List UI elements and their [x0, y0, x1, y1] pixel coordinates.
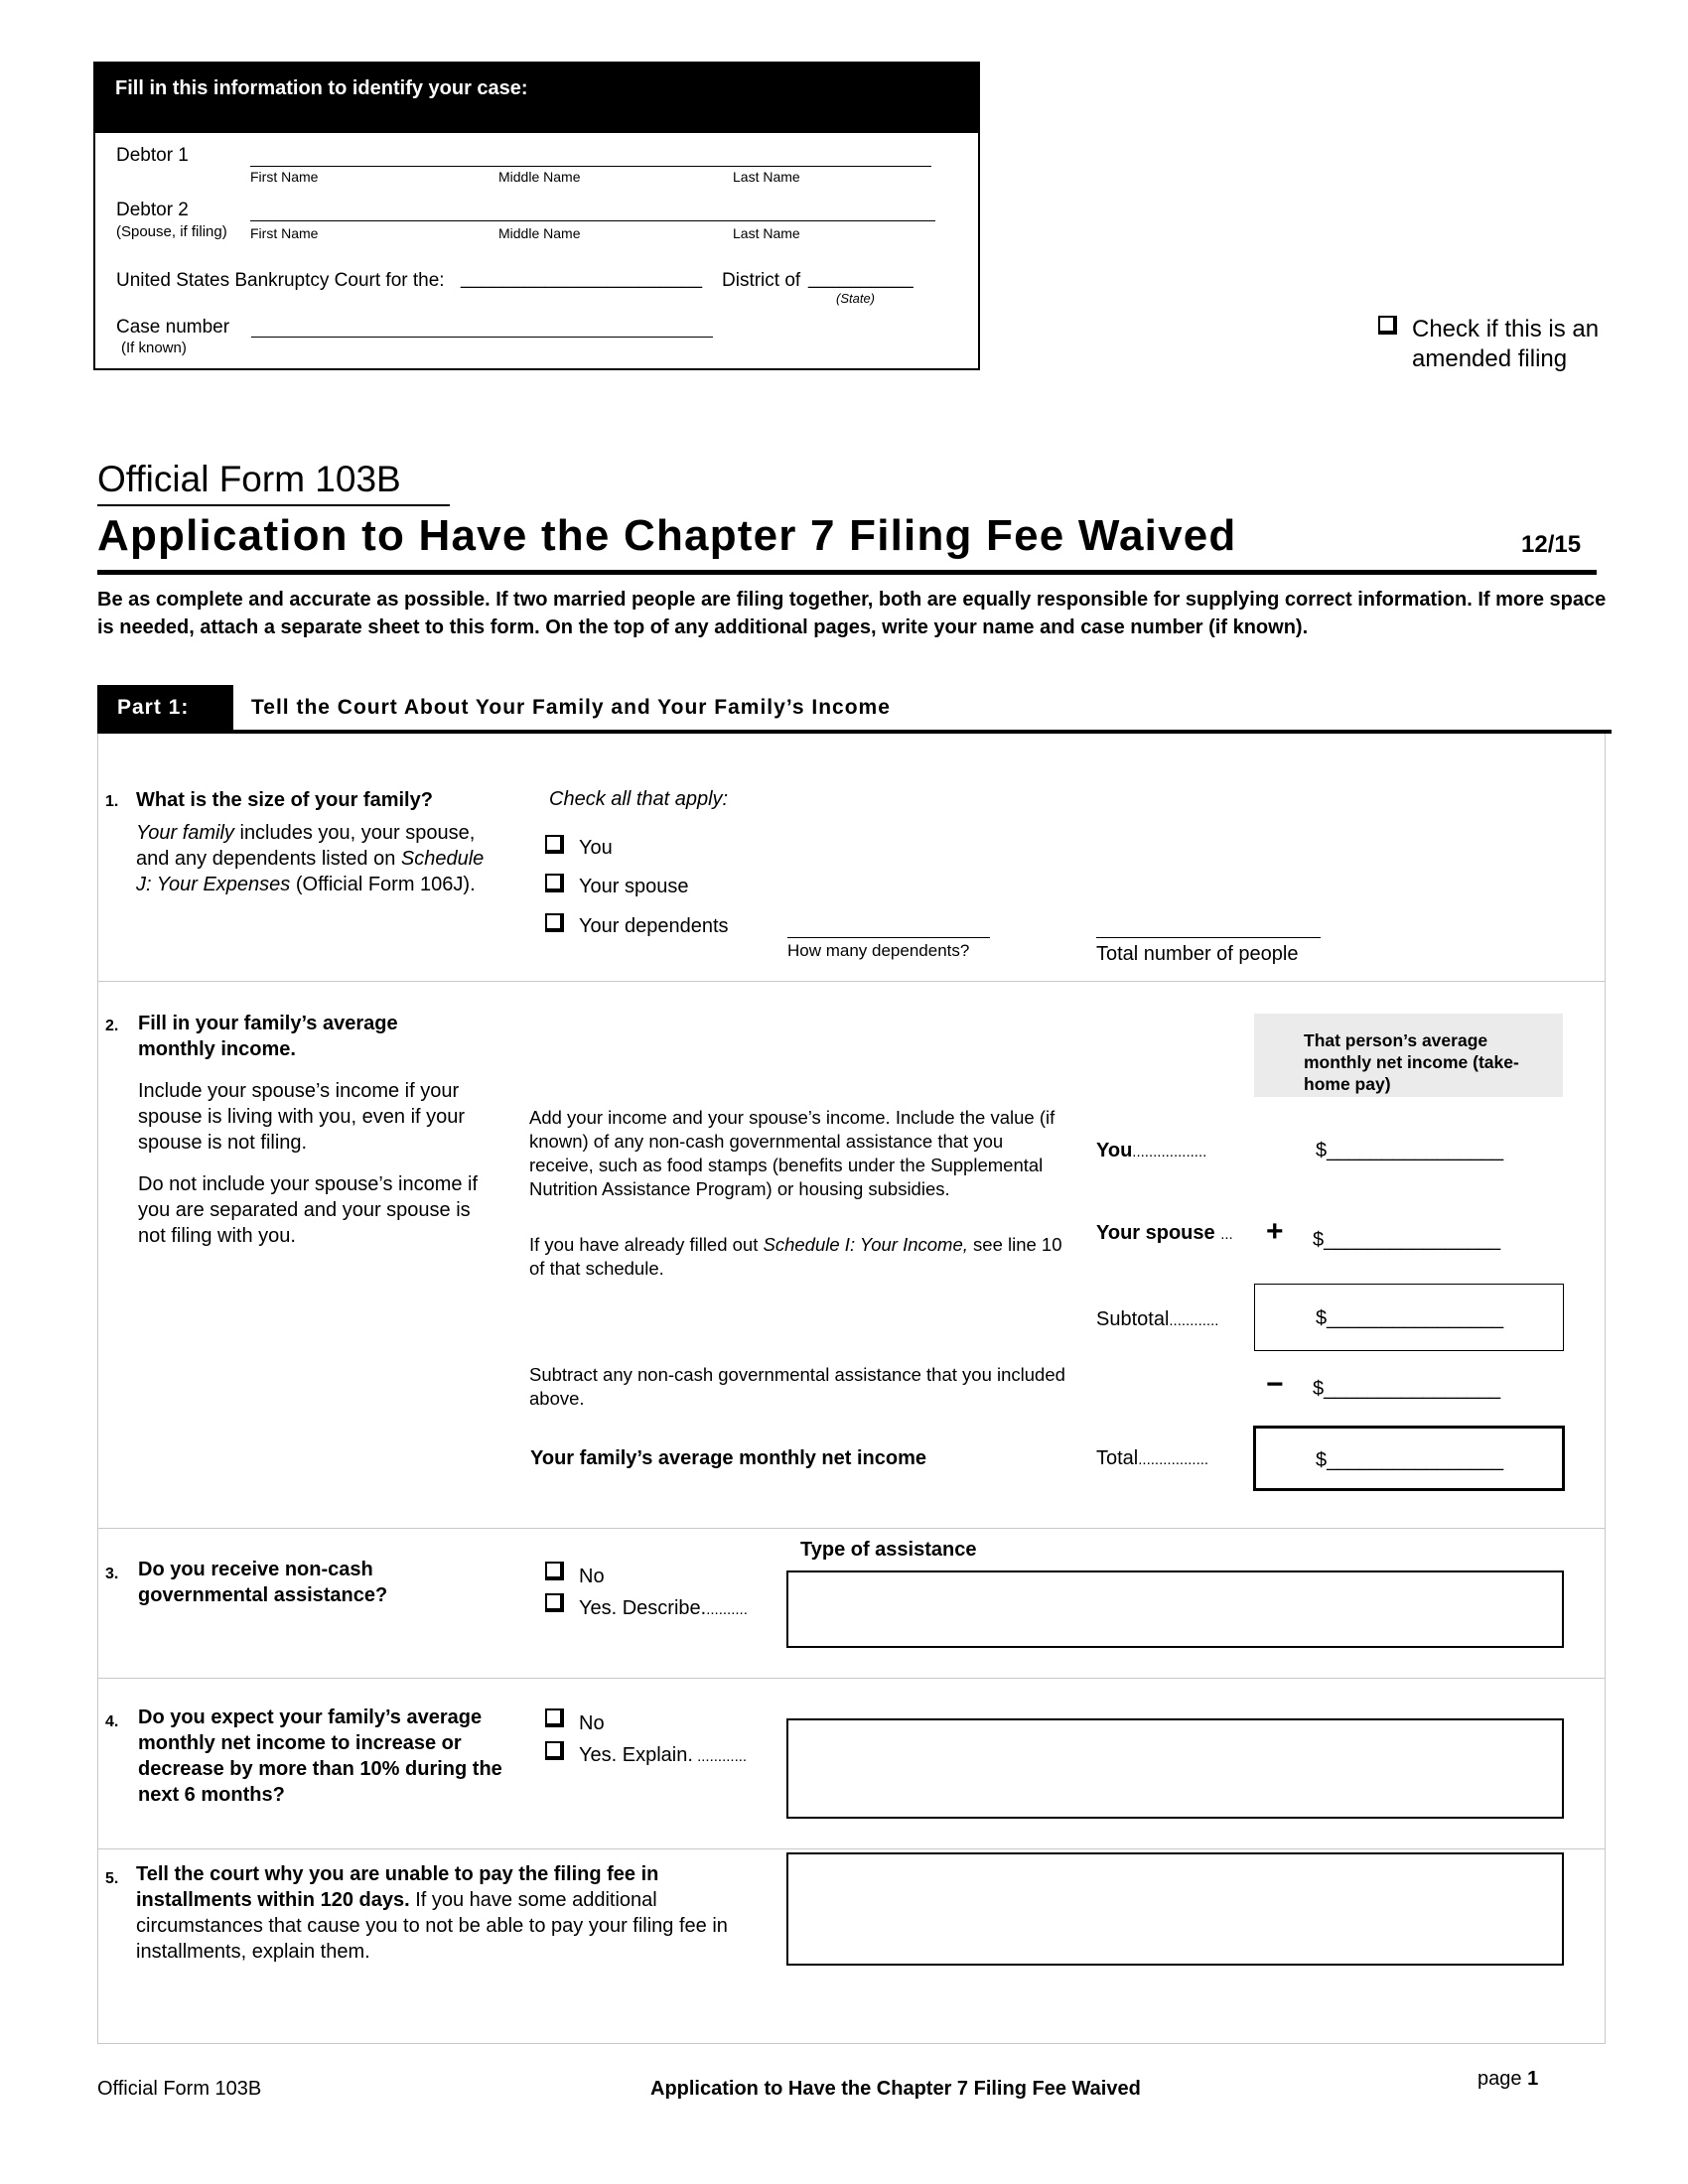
form-date: 12/15	[1521, 531, 1582, 558]
q3-describe-field[interactable]	[786, 1570, 1564, 1648]
q1-desc-your-family: Your family	[136, 822, 234, 844]
q3-question: Do you receive non-cash governmental assistance?	[138, 1559, 388, 1606]
q5-explain-field[interactable]	[786, 1852, 1564, 1966]
state-caption: (State)	[836, 291, 876, 306]
q1-dependents-count-field[interactable]	[787, 937, 990, 938]
q1-spouse-label: Your spouse	[579, 876, 689, 897]
q2-column-header-text: That person’s average monthly net income (take-home pay)	[1304, 1030, 1519, 1094]
q1-desc-text1: includes you, your spouse, and any dependents listed on	[136, 822, 476, 870]
footer-form-number: Official Form 103B	[97, 2078, 262, 2100]
q4-yes-checkbox[interactable]	[545, 1741, 564, 1760]
amended-filing-checkbox[interactable]	[1378, 316, 1397, 335]
q2-instr2a: If you have already filled out	[529, 1234, 764, 1255]
case-number-field[interactable]	[251, 337, 713, 338]
footer-page-label: page	[1477, 2068, 1528, 2090]
q1-you-label: You	[579, 837, 613, 859]
amended-filing-label-line2: amended filing	[1412, 345, 1568, 372]
q1-desc-text2: (Official Form 106J).	[290, 874, 476, 895]
title-rule	[97, 570, 1597, 575]
divider-q4-q5	[97, 1848, 1606, 1849]
footer-page	[1477, 2068, 1538, 2091]
part1-label: Part 1:	[117, 696, 190, 719]
q3-yes-text: Yes. Describe.	[579, 1597, 707, 1619]
q5-question-bold: Tell the court why you are unable to pay the filing fee in installments within 120 days.	[136, 1863, 659, 1911]
q2-instr2-schedule-i: Schedule I: Your Income,	[763, 1234, 968, 1255]
form-title: Application to Have the Chapter 7 Filing Fee Waived	[97, 511, 1237, 560]
q4-question: Do you expect your family’s average monthly net income to increase or decrease by more than 10% during the next 6 months?	[138, 1706, 502, 1806]
q3-number: 3.	[105, 1566, 119, 1582]
q2-total-dots: .................	[1138, 1451, 1209, 1468]
q3-no-label: No	[579, 1566, 605, 1587]
q2-row-spouse-label	[1096, 1222, 1233, 1245]
official-form-underline	[97, 504, 450, 506]
q1-dependents-checkbox[interactable]	[545, 913, 564, 932]
district-label: District of	[722, 270, 801, 291]
q2-spouse-dots: ...	[1220, 1226, 1233, 1243]
q2-you-text: You	[1096, 1140, 1133, 1161]
q1-description	[136, 820, 489, 897]
debtor2-middle-name-caption: Middle Name	[498, 225, 581, 241]
q1-total-people-caption: Total number of people	[1096, 943, 1299, 965]
debtor2-first-name-caption: First Name	[250, 225, 319, 241]
district-field[interactable]: __________	[808, 268, 914, 289]
case-info-header	[95, 64, 978, 133]
q3-no-checkbox[interactable]	[545, 1562, 564, 1580]
debtor2-sub-label: (Spouse, if filing)	[116, 223, 227, 240]
q3-type-label: Type of assistance	[800, 1539, 977, 1561]
q1-question: What is the size of your family?	[136, 789, 433, 811]
debtor2-name-field[interactable]	[250, 220, 935, 221]
q2-number: 2.	[105, 1018, 119, 1034]
q2-total-amount[interactable]: $________________	[1316, 1449, 1504, 1471]
q2-subtract-text: Subtract any non-cash governmental assistance that you included above.	[529, 1364, 1065, 1409]
q3-yes-label	[579, 1595, 748, 1623]
q2-row-total-label	[1096, 1447, 1208, 1470]
q2-spouse-text: Your spouse	[1096, 1222, 1215, 1244]
case-number-sub-label: (If known)	[121, 340, 187, 356]
q2-plus-sign: +	[1266, 1215, 1284, 1248]
q2-total-text: Total	[1096, 1447, 1139, 1469]
q2-instr2b: see line 10 of that schedule.	[529, 1234, 1062, 1279]
court-label: United States Bankruptcy Court for the:	[116, 270, 445, 291]
part1-title: Tell the Court About Your Family and Your Family’s Income	[251, 696, 891, 719]
official-form-number: Official Form 103B	[97, 459, 401, 499]
q2-minus-sign: −	[1266, 1368, 1284, 1401]
q5-question-rest: If you have some additional circumstances that cause you to not be able to pay your filing fee in installments, explain them.	[136, 1889, 728, 1963]
q2-para1: Include your spouse’s income if your spouse is living with you, even if your spouse is not filing.	[138, 1080, 466, 1154]
footer-page-number: 1	[1527, 2068, 1539, 2090]
q2-subtotal-text: Subtotal	[1096, 1308, 1170, 1330]
q1-desc-schedule-j: Schedule J: Your Expenses	[136, 848, 485, 895]
court-field[interactable]: _______________________	[461, 268, 703, 289]
debtor1-first-name-caption: First Name	[250, 169, 319, 185]
q2-spouse-amount[interactable]: $________________	[1313, 1229, 1501, 1251]
q1-dependents-label: Your dependents	[579, 915, 729, 937]
q2-para2: Do not include your spouse’s income if you are separated and your spouse is not filing with you.	[138, 1173, 479, 1247]
intro-text: Be as complete and accurate as possible. If two married people are filing together, both are equally responsible for supplying correct information. If more space is needed, attach a separate sheet to this form. On the top of any additional pages, write your name and case number (if known).	[97, 589, 1607, 638]
divider-q2-q3	[97, 1528, 1606, 1529]
case-info-header-text: Fill in this information to identify your case:	[115, 77, 528, 99]
q2-row-you-label	[1096, 1140, 1206, 1162]
case-number-label: Case number	[116, 317, 230, 338]
q1-total-people-field[interactable]	[1096, 937, 1321, 938]
q4-yes-dots: ............	[692, 1748, 748, 1765]
q2-you-dots: ..................	[1132, 1144, 1207, 1160]
debtor2-label: Debtor 2	[116, 200, 189, 220]
footer-title: Application to Have the Chapter 7 Filing Fee Waived	[650, 2078, 1141, 2100]
q1-check-all: Check all that apply:	[549, 788, 729, 810]
q4-number: 4.	[105, 1713, 119, 1730]
q2-noncash-amount[interactable]: $________________	[1313, 1378, 1501, 1400]
debtor1-last-name-caption: Last Name	[733, 169, 800, 185]
divider-q3-q4	[97, 1678, 1606, 1679]
q2-question: Fill in your family’s average monthly income.	[138, 1013, 398, 1060]
q2-column-header	[1254, 1014, 1563, 1097]
q1-you-checkbox[interactable]	[545, 835, 564, 854]
q1-number: 1.	[105, 793, 119, 810]
amended-filing-label-line1: Check if this is an	[1412, 316, 1600, 342]
q5-question	[136, 1861, 742, 1965]
q4-yes-text: Yes. Explain.	[579, 1744, 693, 1766]
q4-no-label: No	[579, 1712, 605, 1734]
q2-you-amount[interactable]: $________________	[1316, 1140, 1504, 1161]
q4-explain-field[interactable]	[786, 1718, 1564, 1819]
debtor1-label: Debtor 1	[116, 145, 189, 166]
debtor1-name-field[interactable]	[250, 166, 931, 167]
q1-spouse-checkbox[interactable]	[545, 874, 564, 892]
part1-label-box	[97, 685, 233, 731]
q1-how-many-caption: How many dependents?	[787, 941, 970, 960]
q4-yes-label	[579, 1742, 747, 1770]
q4-no-checkbox[interactable]	[545, 1708, 564, 1727]
q2-instructions: Add your income and your spouse’s income. Include the value (if known) of any non-cash governmental assistance that you receive, such as food stamps (benefits under the Supplemental Nutrition Assistance Program) or housing subsidies.	[529, 1107, 1055, 1199]
divider-q1-q2	[97, 981, 1606, 982]
q2-subtotal-dots: ............	[1169, 1312, 1219, 1329]
q3-yes-checkbox[interactable]	[545, 1593, 564, 1612]
q3-yes-dots: ..........	[706, 1601, 748, 1618]
debtor1-middle-name-caption: Middle Name	[498, 169, 581, 185]
q2-row-subtotal-label	[1096, 1308, 1218, 1331]
q2-subtotal-amount[interactable]: $________________	[1316, 1307, 1504, 1329]
q5-number: 5.	[105, 1870, 119, 1887]
q2-family-net-income-label: Your family’s average monthly net income	[530, 1447, 927, 1469]
debtor2-last-name-caption: Last Name	[733, 225, 800, 241]
q2-instructions-schedule	[529, 1233, 1065, 1281]
